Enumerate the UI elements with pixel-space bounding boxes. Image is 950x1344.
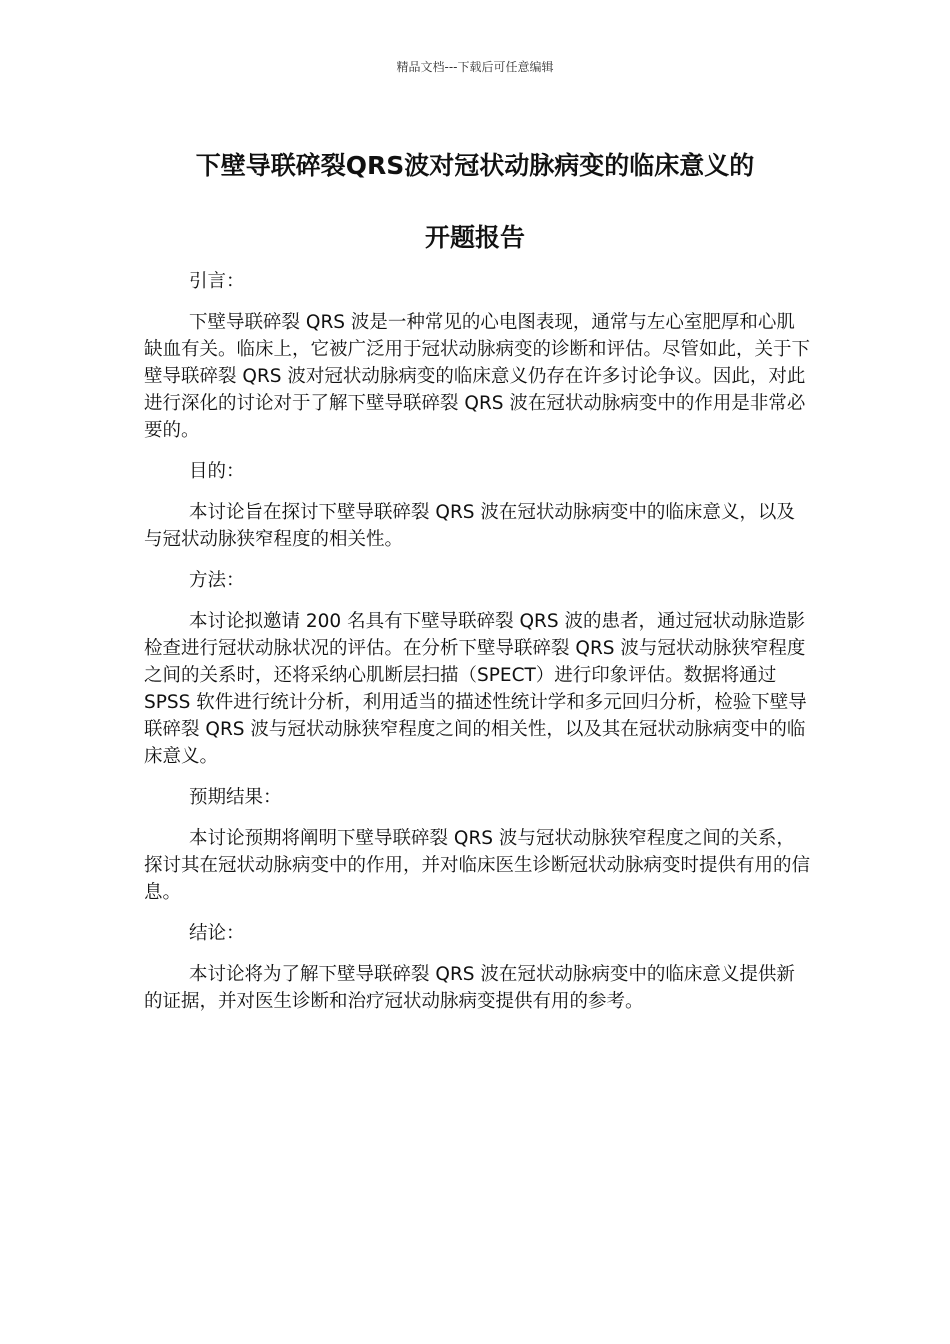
title-line-1: 下壁导联碎裂QRS波对冠状动脉病变的临床意义的 bbox=[195, 151, 755, 180]
expected-results-paragraph: 本讨论预期将阐明下壁导联碎裂 QRS 波与冠状动脉狭窄程度之间的关系，探讨其在冠状动脉病变中的作用，并对临床医生诊断冠状动脉病变时提供有用的信息。 bbox=[144, 828, 811, 903]
intro-heading: 引言： bbox=[189, 271, 245, 292]
expected-results-heading: 预期结果： bbox=[189, 787, 282, 808]
conclusion-heading: 结论： bbox=[189, 923, 245, 944]
title-line-2: 开题报告 bbox=[424, 223, 525, 252]
method-heading: 方法： bbox=[189, 570, 245, 591]
document-body bbox=[144, 268, 812, 1029]
intro-paragraph: 下壁导联碎裂 QRS 波是一种常见的心电图表现，通常与左心室肥厚和心肌缺血有关。临床上，它被广泛用于冠状动脉病变的诊断和评估。尽管如此，关于下壁导联碎裂 QRS 波对冠状动脉病变的临床意义仍存在许多讨论争议。因此，对此进行深化的讨论对于了解下壁导联碎裂 QRS 波在冠状动脉病变中的作用是非常必要的。 bbox=[144, 312, 811, 441]
header-note: 精品文档---下载后可任意编辑 bbox=[396, 60, 554, 74]
aim-heading: 目的： bbox=[189, 461, 245, 482]
conclusion-paragraph: 本讨论将为了解下壁导联碎裂 QRS 波在冠状动脉病变中的临床意义提供新的证据，并对医生诊断和治疗冠状动脉病变提供有用的参考。 bbox=[144, 964, 795, 1012]
document-title bbox=[120, 130, 830, 274]
aim-paragraph: 本讨论旨在探讨下壁导联碎裂 QRS 波在冠状动脉病变中的临床意义，以及与冠状动脉狭窄程度的相关性。 bbox=[144, 502, 795, 550]
method-paragraph: 本讨论拟邀请 200 名具有下壁导联碎裂 QRS 波的患者，通过冠状动脉造影检查进行冠状动脉状况的评估。在分析下壁导联碎裂 QRS 波与冠状动脉狭窄程度之间的关系时，还将采纳心肌断层扫描（SPECT）进行印象评估。数据将通过 SPSS 软件进行统计分析，利用适当的描述性统计学和多元回归分析，检验下壁导联碎裂 QRS 波与冠状动脉狭窄程度之间的相关性，以及其在冠状动脉病变中的临床意义。 bbox=[144, 611, 807, 767]
